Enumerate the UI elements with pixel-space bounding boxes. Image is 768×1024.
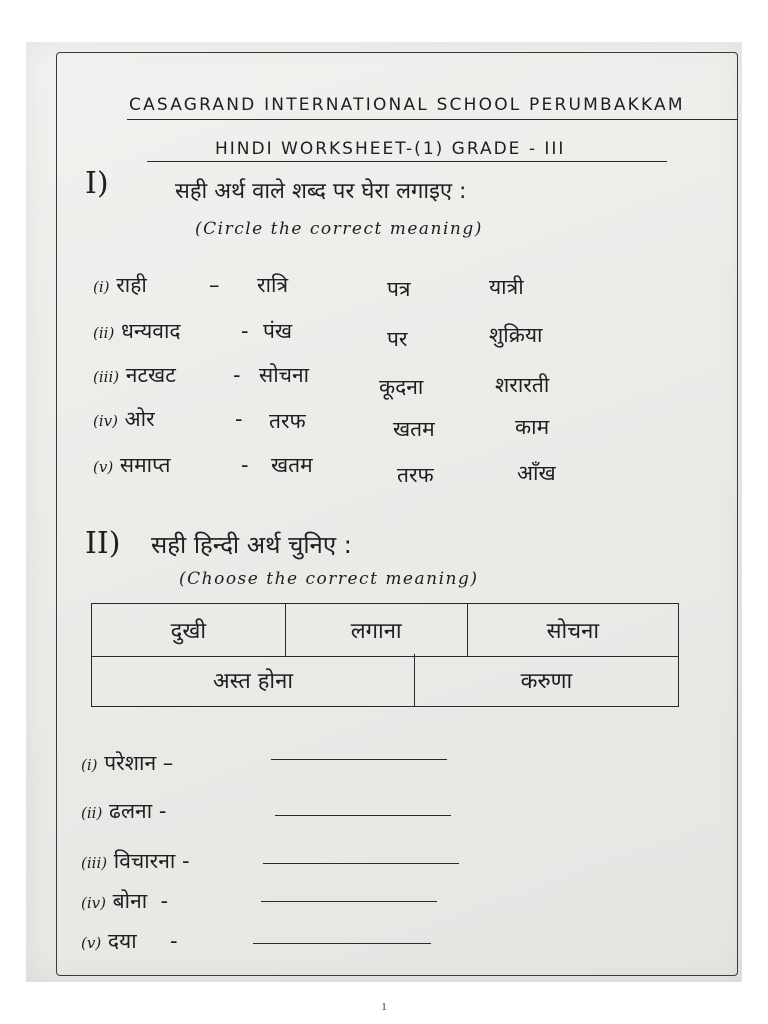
- word-bank-cell: सोचना: [467, 604, 678, 657]
- answer-blank[interactable]: [261, 901, 437, 902]
- option[interactable]: पर: [387, 327, 408, 351]
- word-bank-cell: अस्त होना: [92, 654, 415, 707]
- option[interactable]: शुक्रिया: [489, 323, 543, 347]
- question-number: (ii): [93, 324, 115, 342]
- question-word: ढलना: [109, 799, 153, 823]
- option[interactable]: काम: [515, 415, 550, 439]
- option[interactable]: खतम: [271, 453, 313, 477]
- option[interactable]: पंख: [263, 319, 293, 343]
- section1-question-2: [93, 321, 181, 342]
- question-number: (iii): [93, 368, 120, 386]
- section2-question-4: (iv) बोना -: [81, 889, 169, 913]
- section2-question-2: (ii) ढलना -: [81, 799, 167, 823]
- option[interactable]: सोचना: [259, 363, 310, 387]
- option[interactable]: आँख: [517, 461, 556, 485]
- question-number: (i): [81, 756, 98, 774]
- worksheet-title: HINDI WORKSHEET-(1) GRADE - III: [215, 139, 566, 159]
- section2-heading-hindi: सही हिन्दी अर्थ चुनिए :: [151, 531, 352, 559]
- option[interactable]: तरफ: [269, 409, 306, 433]
- section1-number: I): [85, 166, 109, 201]
- option[interactable]: शरारती: [495, 373, 550, 397]
- section2-question-1: (i) परेशान –: [81, 751, 174, 775]
- question-word: ओर: [124, 407, 155, 431]
- word-bank-table-row2: [91, 654, 679, 707]
- question-number: (i): [93, 278, 110, 296]
- word-bank-cell: करुणा: [414, 654, 678, 707]
- section1-question-4: [93, 409, 155, 430]
- section2-question-5: (v) दया -: [81, 929, 178, 953]
- title-underline: [147, 161, 667, 162]
- section2-number: II): [85, 526, 121, 561]
- answer-blank[interactable]: [271, 759, 447, 760]
- question-word: विचारना: [113, 849, 176, 873]
- question-number: (iv): [93, 412, 118, 430]
- option[interactable]: रात्रि: [257, 273, 289, 297]
- word-bank-cell: लगाना: [285, 604, 467, 657]
- question-word: दया: [107, 929, 137, 953]
- section1-heading-hindi: सही अर्थ वाले शब्द पर घेरा लगाइए :: [175, 179, 467, 204]
- section2-question-3: (iii) विचारना -: [81, 849, 190, 873]
- question-word: धन्यवाद: [121, 319, 181, 343]
- question-word: नटखट: [125, 363, 176, 387]
- page-number: 1: [381, 1002, 387, 1013]
- answer-blank[interactable]: [253, 943, 431, 944]
- option[interactable]: यात्री: [489, 275, 524, 299]
- section1-question-1: [93, 275, 147, 296]
- question-number: (ii): [81, 804, 103, 822]
- word-bank-cell: दुखी: [92, 604, 286, 657]
- question-word: परेशान: [104, 751, 157, 775]
- question-word: बोना: [112, 889, 148, 913]
- question-number: (iv): [81, 894, 106, 912]
- section2-heading-english: (Choose the correct meaning): [179, 569, 479, 589]
- answer-blank[interactable]: [263, 863, 459, 864]
- section1-question-5: [93, 455, 171, 476]
- option[interactable]: पत्र: [387, 277, 411, 301]
- section1-heading-english: (Circle the correct meaning): [195, 219, 483, 239]
- option[interactable]: तरफ: [397, 463, 434, 487]
- worksheet-border: CASAGRAND INTERNATIONAL SCHOOL PERUMBAKKAM HINDI WORKSHEET-(1) GRADE - III I) सही अर्थ वाले शब्द पर घेरा लगाइए : (Circle the correct meaning) (i) राही – रात्रि पत्र यात्री (ii) धन्यवाद - पंख पर शुक्रिया (iii) नटखट - सोचना कूदना शरारती (iv) ओर - तरफ खतम काम (v) समाप्त - खतम तरफ आँख II) सही हिन्दी अर्थ चुनिए : (Choose the correct meaning) दुखी लगाना सोचना अस्त होना करुणा (i) परेशान – (ii) ढलना - (iii) विचारना - (iv) बोना - (v) दया -: [56, 52, 738, 976]
- question-number: (v): [93, 458, 114, 476]
- question-word: राही: [116, 273, 147, 297]
- worksheet-photo: [26, 42, 742, 982]
- question-word: समाप्त: [119, 453, 171, 477]
- school-name: CASAGRAND INTERNATIONAL SCHOOL PERUMBAKKAM: [129, 95, 685, 115]
- section1-question-3: [93, 365, 176, 386]
- word-bank-table: [91, 603, 679, 657]
- question-number: (v): [81, 934, 102, 952]
- answer-blank[interactable]: [275, 815, 451, 816]
- option[interactable]: खतम: [393, 417, 435, 441]
- question-number: (iii): [81, 854, 108, 872]
- school-underline: [127, 119, 737, 120]
- option[interactable]: कूदना: [379, 375, 424, 399]
